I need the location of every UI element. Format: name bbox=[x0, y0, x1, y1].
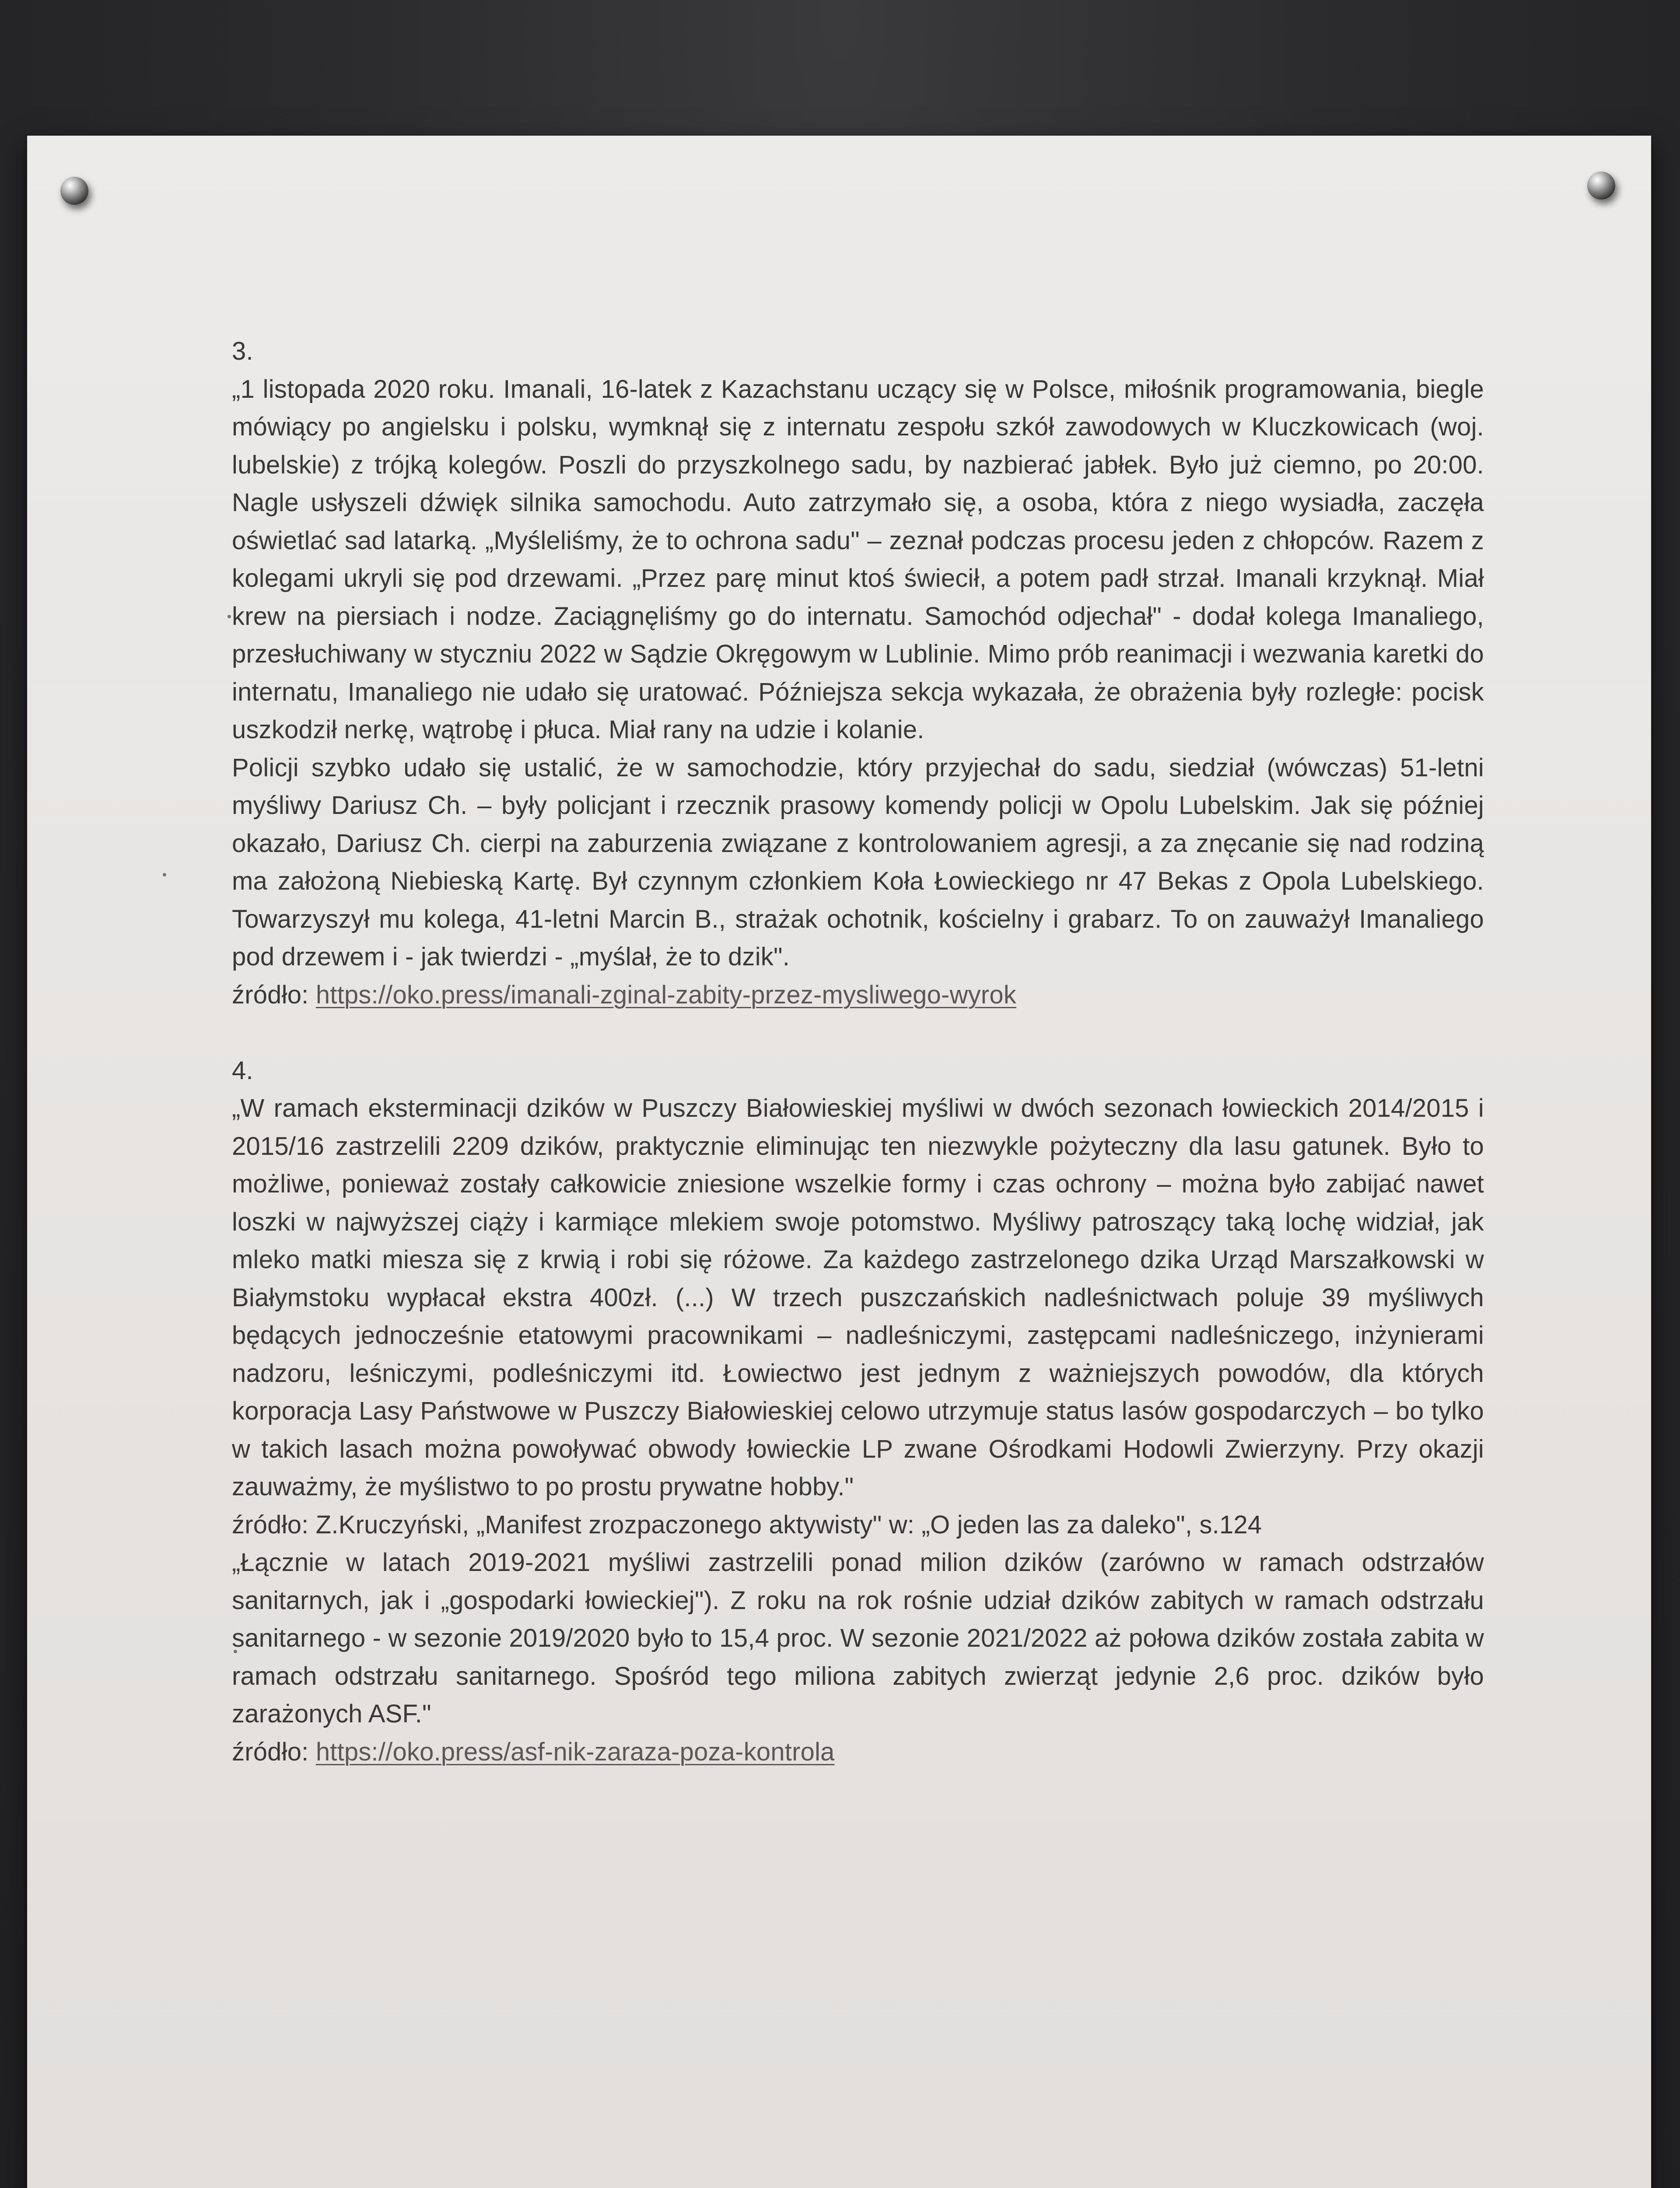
section-3-source-label: źródło: bbox=[232, 980, 316, 1009]
section-3-paragraph-1: „1 listopada 2020 roku. Imanali, 16-latek z Kazachstanu uczący się w Polsce, miłośnik programowania, biegle mówiący po angielsku i polsku, wymknął się z internatu zespołu szkół zawodowych w Kluczkowicach (woj. lubelskie) z trójką kolegów. Poszli do przyszkolnego sadu, by nazbierać jabłek. Było już ciemno, po 20:00. Nagle usłyszeli dźwięk silnika samochodu. Auto zatrzymało się, a osoba, która z niego wysiadła, zaczęła oświetlać sad latarką. „Myśleliśmy, że to ochrona sadu" – zeznał podczas procesu jeden z chłopców. Razem z kolegami ukryli się pod drzewami. „Przez parę minut ktoś świecił, a potem padł strzał. Imanali krzyknął. Miał krew na piersiach i nodze. Zaciągnęliśmy go do internatu. Samochód odjechał" - dodał kolega Imanaliego, przesłuchiwany w styczniu 2022 w Sądzie Okręgowym w Lublinie. Mimo prób reanimacji i wezwania karetki do internatu, Imanaliego nie udało się uratować. Późniejsza sekcja wykazała, że obrażenia były rozległe: pocisk uszkodził nerkę, wątrobę i płuca. Miał rany na udzie i kolanie. bbox=[232, 375, 1484, 744]
document-text bbox=[232, 333, 1484, 1771]
section-3-number: 3. bbox=[232, 337, 253, 365]
paper-speck bbox=[228, 615, 231, 618]
section-4-source-2-label: źródło: bbox=[232, 1737, 316, 1766]
section-4-source-2 bbox=[232, 1733, 1484, 1771]
section-4-number: 4. bbox=[232, 1056, 253, 1085]
section-3-source bbox=[232, 976, 1484, 1014]
pushpin-left-icon bbox=[60, 177, 88, 205]
section-4-source-2-link[interactable]: https://oko.press/asf-nik-zaraza-poza-kontrola bbox=[315, 1737, 835, 1766]
paper-speck bbox=[163, 873, 166, 877]
section-4-source-1: źródło: Z.Kruczyński, „Manifest zrozpaczonego aktywisty" w: „O jeden las za daleko", s.124 bbox=[232, 1510, 1262, 1539]
section-3-source-link[interactable]: https://oko.press/imanali-zginal-zabity-przez-mysliwego-wyrok bbox=[315, 980, 1017, 1009]
pushpin-right-icon bbox=[1587, 172, 1615, 200]
section-3-paragraph-2: Policji szybko udało się ustalić, że w samochodzie, który przyjechał do sadu, siedział (wówczas) 51-letni myśliwy Dariusz Ch. – były policjant i rzecznik prasowy komendy policji w Opolu Lubelskim. Jak się później okazało, Dariusz Ch. cierpi na zaburzenia związane z kontrolowaniem agresji, a za znęcanie się nad rodziną ma założoną Niebieską Kartę. Był czynnym członkiem Koła Łowieckiego nr 47 Bekas z Opola Lubelskiego. Towarzyszył mu kolega, 41-letni Marcin B., strażak ochotnik, kościelny i grabarz. To on zauważył Imanaliego pod drzewem i - jak twierdzi - „myślał, że to dzik". bbox=[232, 753, 1484, 971]
section-4-paragraph-2: „Łącznie w latach 2019-2021 myśliwi zastrzelili ponad milion dzików (zarówno w ramach odstrzałów sanitarnych, jak i „gospodarki łowieckiej"). Z roku na rok rośnie udział dzików zabitych w ramach odstrzału sanitarnego - w sezonie 2019/2020 było to 15,4 proc. W sezonie 2021/2022 aż połowa dzików została zabita w ramach odstrzału sanitarnego. Spośród tego miliona zabitych zwierząt jedynie 2,6 proc. dzików było zarażonych ASF." bbox=[232, 1548, 1484, 1728]
section-4-paragraph-1: „W ramach eksterminacji dzików w Puszczy Białowieskiej myśliwi w dwóch sezonach łowieckich 2014/2015 i 2015/16 zastrzelili 2209 dzików, praktycznie eliminując ten niezwykle pożyteczny dla lasu gatunek. Było to możliwe, ponieważ zostały całkowicie zniesione wszelkie formy i czas ochrony – można było zabijać nawet loszki w najwyższej ciąży i karmiące mlekiem swoje potomstwo. Myśliwy patroszący taką lochę widział, jak mleko matki miesza się z krwią i robi się różowe. Za każdego zastrzelonego dzika Urząd Marszałkowski w Białymstoku wypłacał ekstra 400zł. (...) W trzech puszczańskich nadleśnictwach poluje 39 myśliwych będących jednocześnie etatowymi pracownikami – nadleśniczymi, zastępcami nadleśniczego, inżynierami nadzoru, leśniczymi, podleśniczymi itd. Łowiectwo jest jednym z ważniejszych powodów, dla których korporacja Lasy Państwowe w Puszczy Białowieskiej celowo utrzymuje status lasów gospodarczych – bo tylko w takich lasach można powoływać obwody łowieckie LP zwane Ośrodkami Hodowli Zwierzyny. Przy okazji zauważmy, że myślistwo to po prostu prywatne hobby." bbox=[232, 1094, 1484, 1501]
section-gap bbox=[232, 1014, 1484, 1052]
